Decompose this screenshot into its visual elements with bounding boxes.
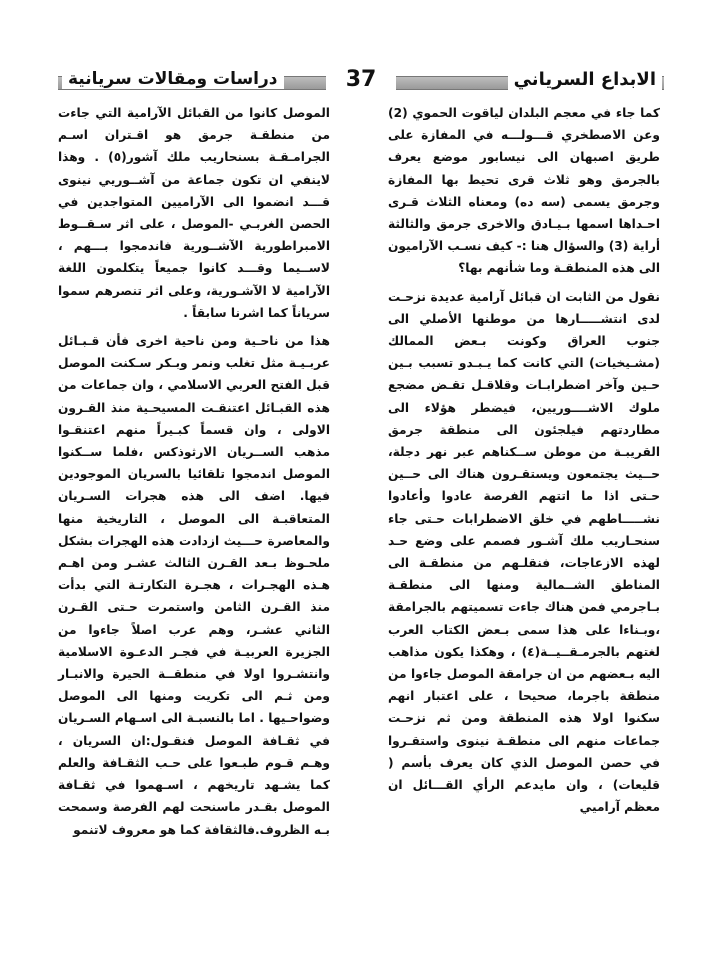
paragraph: هذا من ناحـية ومن ناحية اخرى فأن قـبـائل عربـيـة مثل تغلب ونمر وبـكر سـكنت الموصل قبل الفتح العربي الاسلامي ، وان جماعات من هذه القبـائل اعتنقـت المسيحـية منذ القـرون الاولى ، وان قسماً كبـيراً منهم اعتنقـوا مذهب الســريان الارثوذكس ،فلما ســكنوا الموصل اندمجوا تلقائيا بالسريان الموجودين فيها. اضف الى هذه هجرات السـريان المتعاقبـة الى الموصل ، التاريخية منها والمعاصرة حـــيث ازدادت هذه الهجرات بشكل ملحـوظ بـعد القـرن الثالث عشـر ومن اهـم هـذه الهجـرات ، هجـرة التكارتـة التي بدأت منذ القـرن الثامن واستمرت حـتى القـرن الثاني عشـر، وهم عرب اصلاً جاءوا من الجزيرة العربيـة في فجـر الدعـوة الاسلامية وانتشـروا اولا في منطقــة الحيرة والانبـار ومن ثـم الى تكريت ومنها الى الموصل وضواحـيها . اما بالنسبـة الى اسـهام السـريان في ثقـافة الموصل فنقـول:ان السريان ، وهـم قـوم طبـعوا على حـب الثقـافة والعلم كما يشـهد تاريخهم ، اسـهموا في ثقـافة الموصل بقـدر ماسنحت لهم الفرصة وسمحت بـه الظروف.فالثقافة كما هو معروف لاتنمو: [58, 334, 330, 837]
paragraph: كما جاء في معجم البلدان لياقوت الحموي (2) وعن الاصطخري قـــولـــه في المفازة على طريق اصبهان الى نيسابور موضع يعرف بالجرمق وهو ثلاث قرى تحيط بها المفازة وجرمق يسمى (سه ده) ومعناه الثلاث قـرى احـداها اسمها بـيـادق والاخرى جرمق والثالثة أراية (3) والسؤال هنا :- كيف نسـب الآراميون الى هذه المنطقـة وما شأنهم بها؟: [388, 106, 661, 276]
paragraph: نقول من الثابت ان قبائل آرامية عديدة نزحـت لدى انتشـــــارها من موطنها الأصلي الى جنوب العراق وكونت بـعض الممالك (مشـيخيات) التي كانت كما يـبـدو تسبب بـين حـين وآخر اضطرابـات وقلاقـل تقـض مضجع ملوك الاشــــوريين، فيضطر هؤلاء الى مطاردتهم فيلجئون الى منطقة جرمق القريبـة من موطن ســكناهم عبر نهر دجلة، حــيث يجتمعون ويستقـرون هناك الى حــين حـتى اذا ما اتتهم الفرصة عادوا وأعادوا نشـــــاطهم في خلق الاضطرابات حـتى جاء سنحـاريب ملك آشـور فصمم على وضع حـد لهذه الازعاجات، فنقلـهم من منطقـة الى المناطق الشــمالية ومنها الى منطقـة بـاجرمي فمن هناك جاءت تسميتهم بالجرامقة ،وبـناءا على هذا سمى بـعض الكتاب العرب لغتهم بالجرمـقــيــة(٤) ، وهكذا يكون مذاهب اليه بـعضهم من ان جرامقة الموصل جاءوا من منطقة باجرما، صحيحا ، على اعتبار انهم سكنوا اولا هذه المنطقة ومن ثم نزحـت جماعات منهم الى منطقـة نينوى واستقـروا في حصن الموصل الذي كان يعرف بأسم ( قليعات) ، وان مايدعم الرأي القـــائل ان معظم آراميي: [388, 289, 660, 815]
section-title-bar: [58, 67, 326, 91]
page-header: [58, 62, 664, 96]
magazine-title: الابداع السرياني: [508, 69, 662, 90]
section-title: دراسات ومقالات سريانية: [62, 69, 284, 89]
text-column-right: [388, 102, 660, 825]
page-number: 37: [345, 66, 377, 92]
magazine-title-bar: [396, 67, 664, 91]
paragraph: الموصل كانوا من القبائل الآرامية التي جاءت من منطقـة جرمق هو اقـتران اسـم الجرامـقـة بسنحاريب ملك آشور(٥) . وهذا لاينفي ان تكون جماعة من آشــوريي نينوى قـــد انضموا الى الآراميين المتواجدين في الحصن الغربـي -الموصل ، على اثر سـقــوط الامبراطورية الآشــورية فاندمجوا بـــهم ، لاســيما وقـــد كانوا جميعاً يتكلمون اللغة الآرامية لا الآشـورية، وعلى اثر تنصرهم سموا سرياناً كما اشرنا سابقاً .: [58, 106, 330, 320]
text-column-left: [58, 102, 330, 847]
